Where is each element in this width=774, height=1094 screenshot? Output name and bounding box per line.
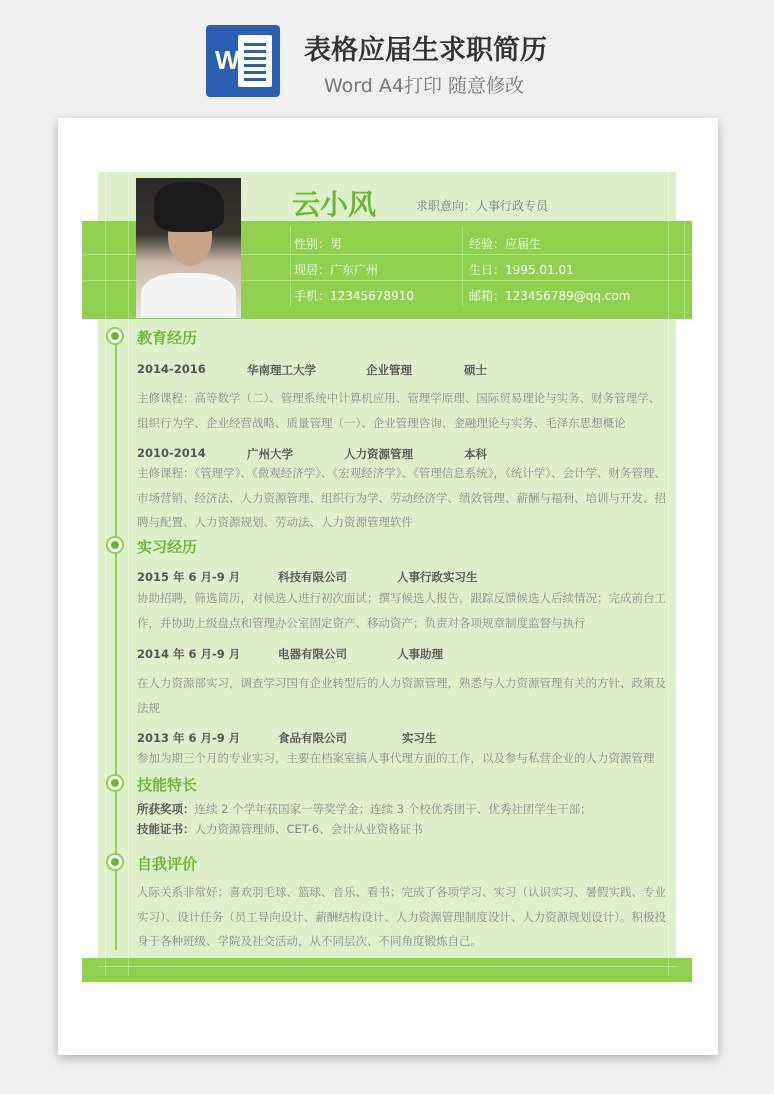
edu-school: 广州大学 [247, 447, 293, 461]
section-dot-icon [108, 855, 122, 869]
intern-description: 在人力资源部实习，调查学习国有企业转型后的人力资源管理，熟悉与人力资源管理有关的方针、政策及法规 [137, 676, 666, 715]
intern-company: 电器有限公司 [278, 647, 347, 661]
section-dot-icon [108, 538, 122, 552]
self-eval-title: 自我评价 [137, 855, 198, 873]
grid-line [290, 226, 291, 306]
intern-period: 2013 年 6 月-9 月 [137, 731, 241, 745]
intern-role: 人事行政实习生 [397, 570, 478, 584]
candidate-name: 云小风 [292, 188, 377, 221]
education-title: 教育经历 [137, 329, 198, 347]
location-field: 现居：广东广州 [294, 263, 379, 277]
avatar [136, 178, 241, 318]
intern-period: 2015 年 6 月-9 月 [137, 570, 241, 584]
edu-period: 2014-2016 [137, 362, 206, 376]
grid-line [684, 221, 685, 319]
document-icon [238, 35, 272, 87]
page-title: 表格应届生求职简历 [304, 35, 547, 66]
word-letter: W [215, 45, 240, 75]
word-app-icon [206, 25, 280, 97]
intern-description: 参加为期三个月的专业实习，主要在档案室搞人事代理方面的工作，以及参与私营企业的人力资源管理 [137, 751, 655, 765]
footer-band [82, 958, 692, 982]
gender-field: 性别：男 [294, 237, 343, 251]
job-intent: 求职意向：人事行政专员 [416, 199, 549, 213]
awards-text: 连续 2 个学年获国家一等奖学金；连续 3 个校优秀团干、优秀社团学生干部； [194, 802, 592, 816]
edu-major: 人力资源管理 [344, 447, 413, 461]
edu-period: 2010-2014 [137, 446, 206, 460]
experience-field: 经验：应届生 [469, 237, 542, 251]
intern-role: 人事助理 [397, 647, 443, 661]
skills-awards [137, 798, 667, 820]
grid-line [462, 226, 463, 306]
page-subtitle: Word A4打印 随意修改 [324, 75, 525, 97]
edu-major: 企业管理 [366, 363, 412, 377]
skills-title: 技能特长 [137, 776, 198, 794]
grid-line [98, 966, 676, 967]
grid-line [668, 172, 669, 976]
awards-label: 所获奖项： [137, 802, 195, 816]
section-dot-icon [108, 776, 122, 790]
edu-description: 主修课程：《管理学》、《微观经济学》、《宏观经济学》、《管理信息系统》，《统计学》、会计学、财务管理、市场营销、经济法、人力资源管理、组织行为学、劳动经济学、绩效管理、薪酬与福利、培训与开发、招聘与配置、人力资源规划、劳动法、人力资源管理软件 [137, 466, 666, 529]
section-dot-icon [108, 329, 122, 343]
skills-certs [137, 818, 667, 840]
grid-line [128, 172, 129, 976]
internship-title: 实习经历 [137, 538, 198, 556]
phone-field: 手机：12345678910 [294, 289, 414, 303]
birthday-field: 生日：1995.01.01 [469, 263, 574, 277]
intern-period: 2014 年 6 月-9 月 [137, 647, 241, 661]
certs-label: 技能证书： [137, 822, 195, 836]
certs-text: 人力资源管理师、CET-6、会计从业资格证书 [194, 822, 423, 836]
grid-line [105, 172, 106, 976]
self-eval-description: 人际关系非常好；喜欢羽毛球、篮球、音乐、看书；完成了各项学习、实习（认识实习、暑假实践、专业实习）、设计任务（员工导向设计、薪酬结构设计、人力资源管理制度设计、人力资源规划设计）。积极投身于各种班级、学院及社交活动，从不同层次、不同角度锻炼自己。 [137, 885, 666, 948]
edu-degree: 硕士 [464, 363, 487, 377]
edu-description: 主修课程：高等数学（二）、管理系统中计算机应用、管理学原理、国际贸易理论与实务、财务管理学、组织行为学、企业经营战略、质量管理（一）、企业管理咨询、金融理论与实务、毛泽东思想概论 [137, 391, 661, 430]
intern-role: 实习生 [402, 731, 437, 745]
edu-degree: 本科 [464, 447, 487, 461]
intern-description: 协助招聘，筛选简历，对候选人进行初次面试；撰写候选人报告，跟踪反馈候选人后续情况；完成前台工作，并协助上级盘点和管理办公室固定资产、移动资产；负责对各项规章制度监督与执行 [137, 591, 666, 630]
intern-company: 食品有限公司 [278, 731, 347, 745]
edu-school: 华南理工大学 [247, 363, 316, 377]
email-field: 邮箱：123456789@qq.com [469, 289, 631, 303]
intern-company: 科技有限公司 [278, 570, 347, 584]
